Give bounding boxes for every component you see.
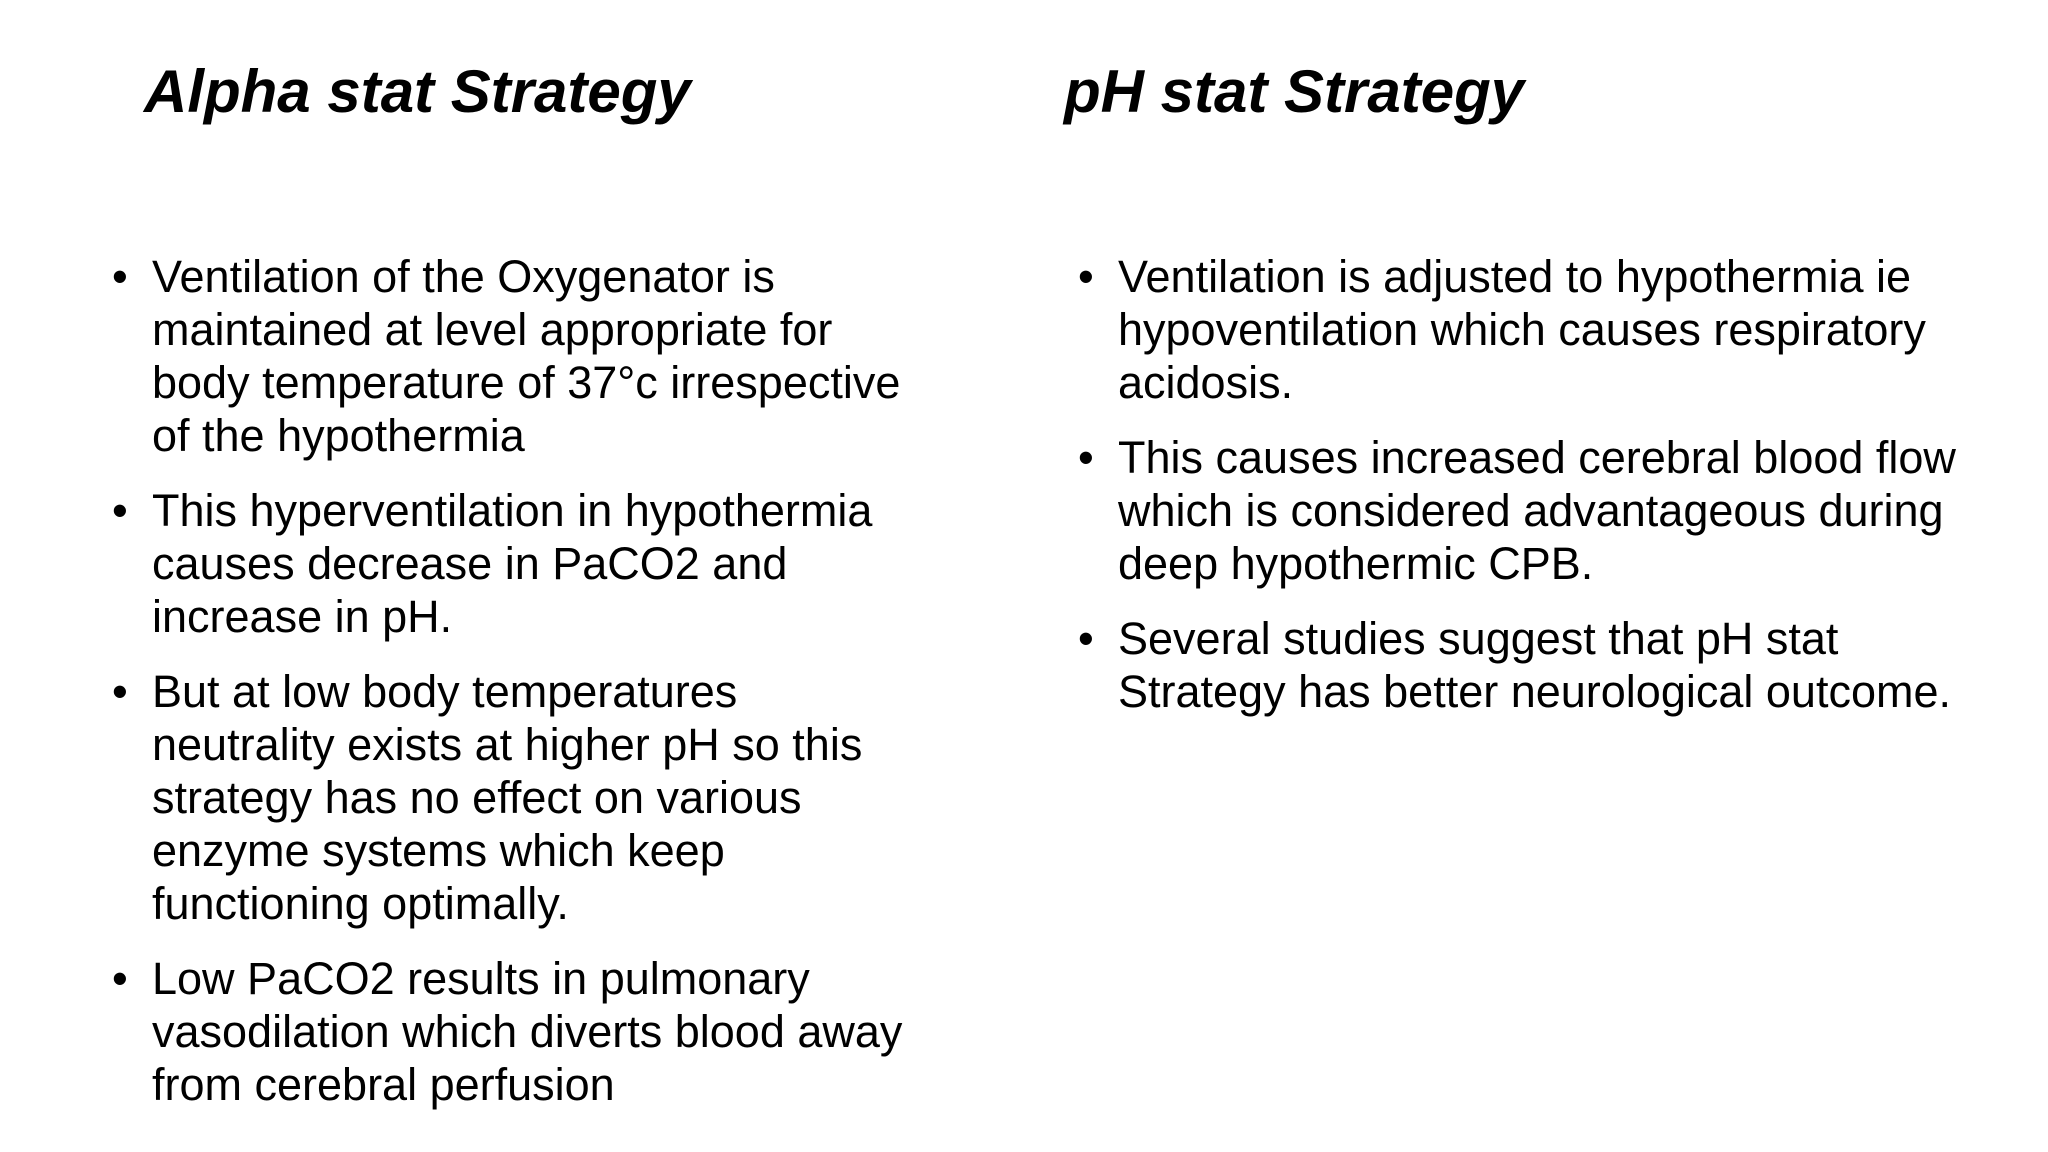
bullet-text: Low PaCO2 results in pulmonary vasodilation which diverts blood away from cerebral perfusion bbox=[152, 953, 903, 1110]
bullet-item bbox=[112, 484, 912, 643]
ph-stat-bullet-list bbox=[1078, 250, 1978, 740]
bullet-text: But at low body temperatures neutrality exists at higher pH so this strategy has no effect on various enzyme systems which keep functioning optimally. bbox=[152, 666, 863, 929]
bullet-item bbox=[1078, 431, 1978, 590]
bullet-item bbox=[1078, 612, 1978, 718]
bullet-dot-icon: • bbox=[1078, 251, 1094, 302]
bullet-text: Ventilation is adjusted to hypothermia ie hypoventilation which causes respiratory acidosis. bbox=[1118, 251, 1926, 408]
bullet-text: Several studies suggest that pH stat Strategy has better neurological outcome. bbox=[1118, 613, 1951, 717]
bullet-item bbox=[112, 952, 912, 1111]
bullet-dot-icon: • bbox=[112, 485, 128, 536]
ph-stat-title: pH stat Strategy bbox=[1064, 58, 1525, 125]
alpha-stat-title: Alpha stat Strategy bbox=[144, 58, 691, 125]
bullet-dot-icon: • bbox=[112, 666, 128, 717]
bullet-dot-icon: • bbox=[112, 251, 128, 302]
bullet-item bbox=[1078, 250, 1978, 409]
bullet-text: This causes increased cerebral blood flow which is considered advantageous during deep hypothermic CPB. bbox=[1118, 432, 1956, 589]
bullet-dot-icon: • bbox=[1078, 432, 1094, 483]
bullet-item bbox=[112, 250, 912, 462]
bullet-dot-icon: • bbox=[1078, 613, 1094, 664]
alpha-stat-bullet-list bbox=[112, 250, 912, 1133]
bullet-item bbox=[112, 665, 912, 930]
bullet-dot-icon: • bbox=[112, 953, 128, 1004]
bullet-text: Ventilation of the Oxygenator is maintained at level appropriate for body temperature of 37°c irrespective of the hypothermia bbox=[152, 251, 901, 461]
bullet-text: This hyperventilation in hypothermia causes decrease in PaCO2 and increase in pH. bbox=[152, 485, 873, 642]
